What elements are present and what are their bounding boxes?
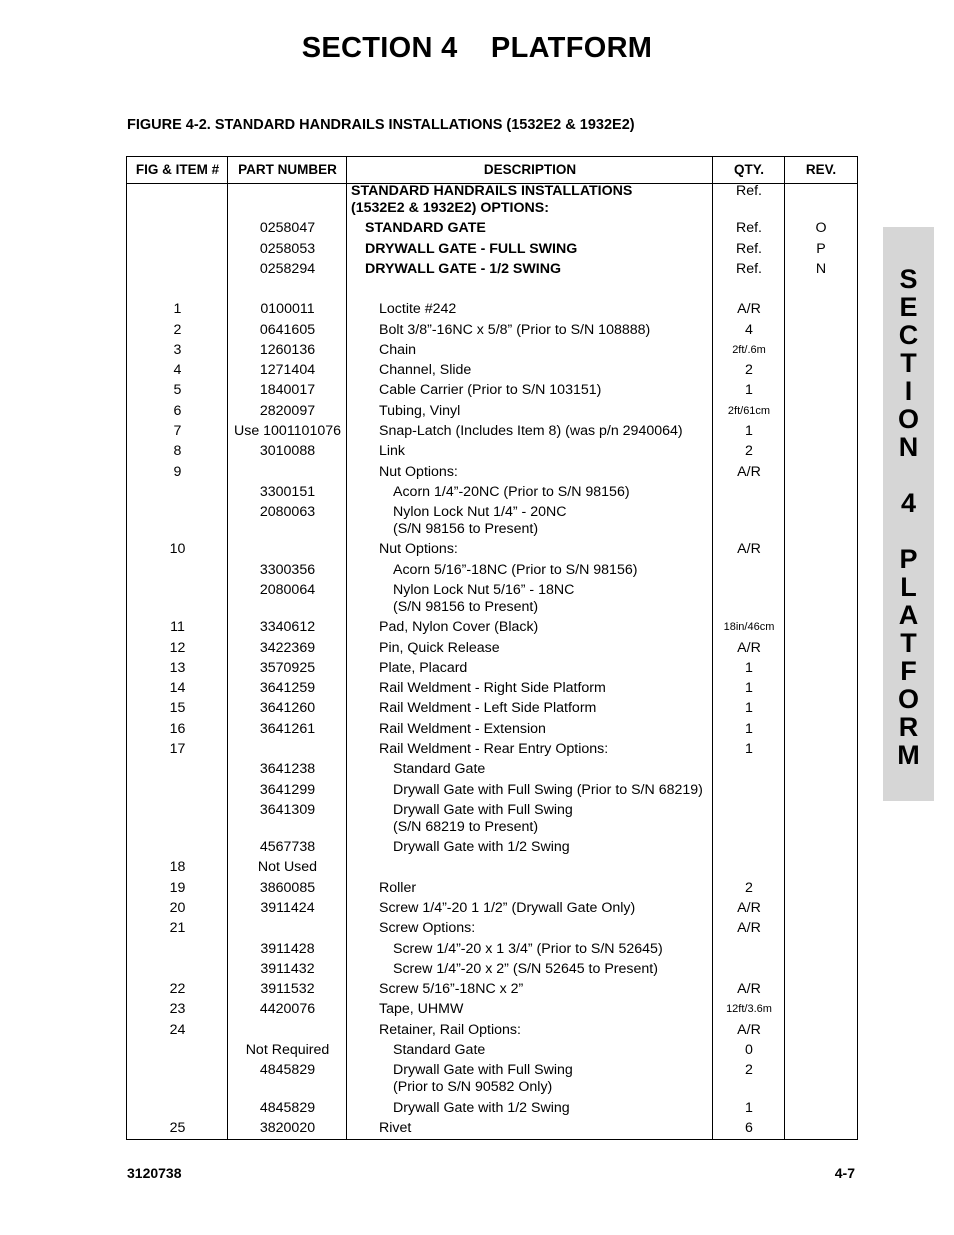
description-cell: (S/N 68219 to Present)	[393, 819, 539, 835]
description-cell: Pad, Nylon Cover (Black)	[379, 619, 539, 635]
page-number: 4-7	[834, 1165, 855, 1181]
fig-item-cell: 4	[173, 362, 182, 378]
description-cell: Loctite #242	[379, 301, 457, 317]
part-number-cell: 4567738	[259, 839, 316, 855]
description-cell: Rail Weldment - Left Side Platform	[379, 700, 597, 716]
side-tab-letter: T	[900, 348, 917, 378]
qty-cell: 2	[745, 1062, 753, 1078]
qty-cell: A/R	[737, 981, 761, 997]
part-number-cell: 3641238	[259, 761, 316, 777]
part-number-cell: 2820097	[259, 403, 316, 419]
side-tab-letter: 4	[900, 488, 917, 518]
side-tab-letter: M	[897, 740, 920, 770]
description-cell: Screw 5/16”-18NC x 2”	[379, 981, 524, 997]
description-cell: Nylon Lock Nut 1/4” - 20NC	[393, 504, 567, 520]
description-cell: Retainer, Rail Options:	[379, 1022, 521, 1038]
fig-item-cell: 22	[169, 981, 186, 997]
table-body	[127, 157, 857, 1139]
qty-cell: A/R	[737, 301, 761, 317]
fig-item-cell: 1	[173, 301, 182, 317]
fig-item-cell: 17	[169, 741, 186, 757]
part-number-cell: 3641299	[259, 782, 316, 798]
side-tab-letter: P	[899, 544, 918, 574]
qty-cell: 12ft/3.6m	[726, 1003, 772, 1015]
description-cell: Snap-Latch (Includes Item 8) (was p/n 2940064)	[379, 423, 683, 439]
qty-cell: 0	[745, 1042, 753, 1058]
side-tab-letter: F	[900, 656, 917, 686]
fig-item-cell: 24	[169, 1022, 186, 1038]
description-cell: Rail Weldment - Extension	[379, 721, 546, 737]
qty-cell: A/R	[737, 920, 761, 936]
header-description: DESCRIPTION	[483, 162, 577, 177]
qty-cell: 1	[745, 741, 753, 757]
fig-item-cell: 15	[169, 700, 186, 716]
description-cell: Nut Options:	[379, 464, 458, 480]
fig-item-cell: 9	[173, 464, 182, 480]
side-tab-letter: T	[900, 628, 917, 658]
side-tab-letter: C	[898, 320, 919, 350]
fig-item-cell: 10	[169, 541, 186, 557]
qty-cell: 18in/46cm	[723, 621, 775, 633]
description-cell: Standard Gate	[393, 761, 486, 777]
part-number-cell: 3641261	[259, 721, 316, 737]
part-number-cell: 3641259	[259, 680, 316, 696]
part-number-cell: 3300151	[259, 484, 316, 500]
part-number-cell: Use 1001101076	[233, 423, 342, 439]
fig-item-cell: 13	[169, 660, 186, 676]
qty-cell: A/R	[737, 900, 761, 916]
description-cell: Channel, Slide	[379, 362, 472, 378]
header-part-number: PART NUMBER	[238, 162, 337, 177]
side-tab-letter: L	[900, 572, 917, 602]
description-cell: Link	[379, 443, 406, 459]
description-cell: Standard Gate	[393, 1042, 486, 1058]
fig-item-cell: 18	[169, 859, 186, 875]
side-tab-letter: S	[899, 264, 918, 294]
qty-cell: 1	[745, 423, 753, 439]
description-cell: STANDARD GATE	[365, 220, 486, 236]
description-cell: Nut Options:	[379, 541, 458, 557]
description-cell: Chain	[379, 342, 417, 358]
qty-cell: 2ft/.6m	[732, 344, 766, 356]
qty-cell: 4	[745, 322, 753, 338]
fig-item-cell: 6	[173, 403, 182, 419]
part-number-cell: 3641309	[259, 802, 316, 818]
description-cell: Acorn 5/16”-18NC (Prior to S/N 98156)	[393, 562, 638, 578]
part-number-cell: 3860085	[259, 880, 316, 896]
description-cell: Screw 1/4”-20 x 2” (S/N 52645 to Present)	[393, 961, 658, 977]
part-number-cell: 2080064	[259, 582, 316, 598]
side-tab-letter: O	[897, 684, 919, 714]
description-cell: Roller	[379, 880, 417, 896]
parts-table	[126, 156, 858, 1140]
part-number-cell: 1840017	[259, 382, 316, 398]
rev-cell: O	[815, 220, 827, 236]
fig-item-cell: 5	[173, 382, 182, 398]
part-number-cell: 4845829	[259, 1062, 316, 1078]
description-cell: Acorn 1/4”-20NC (Prior to S/N 98156)	[393, 484, 630, 500]
fig-item-cell: 20	[169, 900, 186, 916]
description-cell: Plate, Placard	[379, 660, 468, 676]
part-number-cell: 3300356	[259, 562, 316, 578]
description-cell: Rail Weldment - Right Side Platform	[379, 680, 606, 696]
description-cell: Drywall Gate with Full Swing	[393, 802, 573, 818]
fig-item-cell: 19	[169, 880, 186, 896]
description-cell: Tape, UHMW	[379, 1001, 464, 1017]
rev-cell: P	[816, 241, 826, 257]
description-cell: Drywall Gate with 1/2 Swing	[393, 839, 570, 855]
part-number-cell: 3340612	[259, 619, 316, 635]
description-cell: Cable Carrier (Prior to S/N 103151)	[379, 382, 602, 398]
description-cell: Screw 1/4”-20 1 1/2” (Drywall Gate Only)	[379, 900, 636, 916]
side-tab-letter: E	[899, 292, 918, 322]
section-title: SECTION 4 PLATFORM	[301, 32, 653, 64]
part-number-cell: 1260136	[259, 342, 316, 358]
part-number-cell: 4845829	[259, 1100, 316, 1116]
description-cell: Screw 1/4”-20 x 1 3/4” (Prior to S/N 52645)	[393, 941, 663, 957]
part-number-cell: 0258053	[259, 241, 316, 257]
description-cell: Drywall Gate with Full Swing	[393, 1062, 573, 1078]
description-cell: Screw Options:	[379, 920, 476, 936]
fig-item-cell: 14	[169, 680, 186, 696]
part-number-cell: 0258047	[259, 220, 316, 236]
fig-item-cell: 3	[173, 342, 182, 358]
part-number-cell: 3570925	[259, 660, 316, 676]
qty-cell: 1	[745, 700, 753, 716]
figure-title: FIGURE 4-2. STANDARD HANDRAILS INSTALLATIONS (1532E2 & 1932E2)	[127, 117, 635, 133]
qty-cell: 1	[745, 382, 753, 398]
description-cell: (S/N 98156 to Present)	[393, 599, 539, 615]
part-number-cell: Not Required	[245, 1042, 330, 1058]
part-number-cell: 3422369	[259, 640, 316, 656]
part-number-cell: 3010088	[259, 443, 316, 459]
qty-cell: Ref.	[735, 220, 763, 236]
description-cell: STANDARD HANDRAILS INSTALLATIONS	[351, 183, 633, 199]
fig-item-cell: 25	[169, 1120, 186, 1136]
qty-cell: 2	[745, 880, 753, 896]
part-number-cell: 1271404	[259, 362, 316, 378]
description-cell: Pin, Quick Release	[379, 640, 500, 656]
fig-item-cell: 21	[169, 920, 186, 936]
qty-cell: A/R	[737, 464, 761, 480]
fig-item-cell: 8	[173, 443, 182, 459]
part-number-cell: 0258294	[259, 261, 316, 277]
section-side-tab	[883, 227, 934, 801]
description-cell: Drywall Gate with Full Swing (Prior to S/N 68219)	[393, 782, 703, 798]
qty-cell: 2	[745, 362, 753, 378]
fig-item-cell: 11	[170, 619, 185, 635]
description-cell: Tubing, Vinyl	[379, 403, 461, 419]
qty-cell: A/R	[737, 640, 761, 656]
description-cell: Rail Weldment - Rear Entry Options:	[379, 741, 609, 757]
qty-cell: A/R	[737, 1022, 761, 1038]
part-number-cell: 0641605	[259, 322, 316, 338]
part-number-cell: 3911428	[260, 941, 315, 957]
fig-item-cell: 12	[169, 640, 186, 656]
qty-cell: 1	[745, 680, 753, 696]
fig-item-cell: 2	[173, 322, 182, 338]
qty-cell: Ref.	[735, 241, 763, 257]
header-fig-item: FIG & ITEM #	[135, 162, 220, 177]
qty-cell: 2	[745, 443, 753, 459]
description-cell: (S/N 98156 to Present)	[393, 521, 539, 537]
side-tab-letter: N	[898, 432, 919, 462]
qty-cell: 1	[745, 660, 753, 676]
header-rev: REV.	[805, 162, 837, 177]
qty-cell: 6	[745, 1120, 753, 1136]
description-cell: Bolt 3/8”-16NC x 5/8” (Prior to S/N 108888)	[379, 322, 651, 338]
part-number-cell: 4420076	[259, 1001, 316, 1017]
side-tab-letter: I	[904, 376, 913, 406]
rev-cell: N	[815, 261, 827, 277]
qty-cell: 1	[745, 1100, 753, 1116]
side-tab-letter: A	[898, 600, 919, 630]
description-cell: Drywall Gate with 1/2 Swing	[393, 1100, 570, 1116]
part-number-cell: Not Used	[257, 859, 318, 875]
part-number-cell: 0100011	[260, 301, 315, 317]
fig-item-cell: 7	[173, 423, 182, 439]
part-number-cell: 3911532	[260, 981, 315, 997]
part-number-cell: 3911424	[260, 900, 315, 916]
qty-cell: 2ft/61cm	[727, 405, 771, 417]
description-cell: DRYWALL GATE - FULL SWING	[365, 241, 578, 257]
qty-cell: A/R	[737, 541, 761, 557]
part-number-cell: 3820020	[259, 1120, 316, 1136]
part-number-cell: 2080063	[259, 504, 316, 520]
description-cell: (1532E2 & 1932E2) OPTIONS:	[351, 200, 549, 216]
description-cell: (Prior to S/N 90582 Only)	[393, 1079, 553, 1095]
header-qty: QTY.	[733, 162, 764, 177]
description-cell: Rivet	[379, 1120, 412, 1136]
description-cell: Nylon Lock Nut 5/16” - 18NC	[393, 582, 575, 598]
qty-cell: 1	[745, 721, 753, 737]
qty-cell: Ref.	[735, 183, 763, 199]
description-cell: DRYWALL GATE - 1/2 SWING	[365, 261, 562, 277]
fig-item-cell: 16	[169, 721, 186, 737]
part-number-cell: 3641260	[259, 700, 316, 716]
part-number-cell: 3911432	[260, 961, 315, 977]
qty-cell: Ref.	[735, 261, 763, 277]
side-tab-letter: R	[898, 712, 919, 742]
fig-item-cell: 23	[169, 1001, 186, 1017]
document-number: 3120738	[127, 1165, 182, 1181]
side-tab-letter: O	[897, 404, 919, 434]
